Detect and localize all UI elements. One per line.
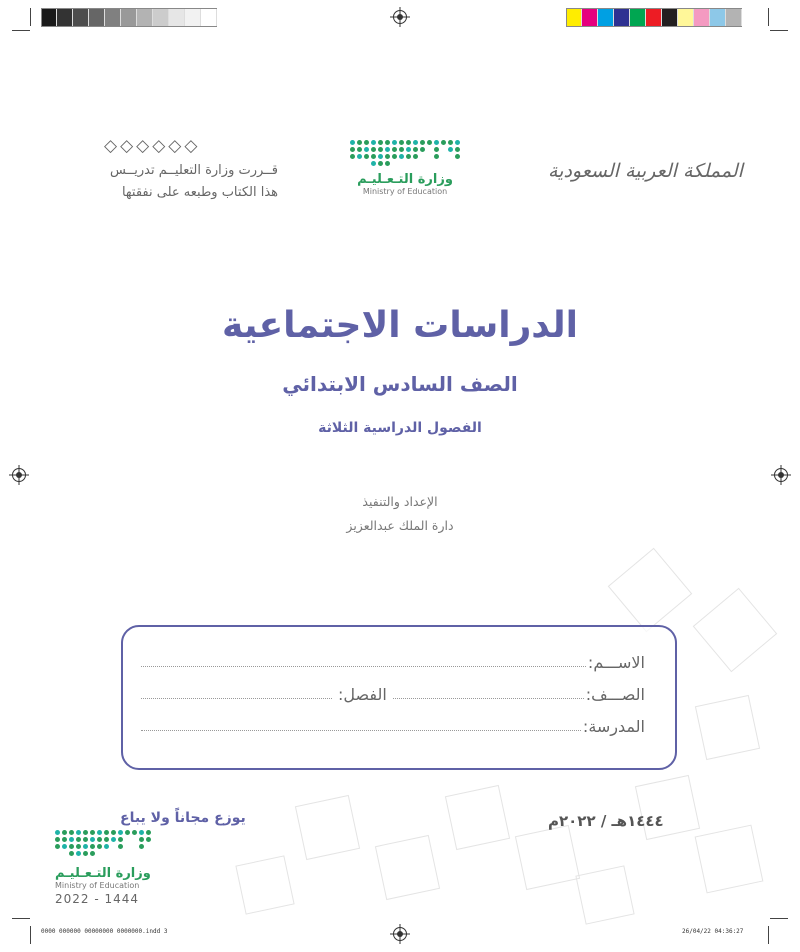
crop-mark <box>770 30 788 31</box>
logo-dot <box>62 837 67 842</box>
registration-mark-icon <box>393 10 407 24</box>
logo-dot <box>90 837 95 842</box>
decorative-square <box>575 865 634 924</box>
logo-dot <box>83 837 88 842</box>
logo-dot <box>146 844 151 849</box>
logo-dot <box>385 161 390 166</box>
print-slug-file: 0000 000000 00000000 0000000.indd 3 <box>41 928 168 935</box>
logo-dot <box>111 851 116 856</box>
crop-mark <box>30 8 31 26</box>
book-grade: الصف السادس الابتدائي <box>282 372 518 396</box>
crop-mark <box>768 926 769 944</box>
logo-dot <box>69 837 74 842</box>
logo-dot <box>83 844 88 849</box>
logo-dot <box>104 844 109 849</box>
registration-mark-icon <box>393 927 407 941</box>
logo-dot <box>146 837 151 842</box>
logo-dot <box>111 830 116 835</box>
logo-dot <box>378 147 383 152</box>
logo-dot <box>448 147 453 152</box>
logo-dot <box>104 851 109 856</box>
logo-dot <box>62 830 67 835</box>
calibration-swatch <box>582 9 598 26</box>
logo-dot <box>427 140 432 145</box>
logo-dot <box>132 844 137 849</box>
crop-mark <box>30 926 31 944</box>
decorative-square <box>295 795 360 860</box>
logo-dot <box>364 147 369 152</box>
logo-dot <box>125 837 130 842</box>
logo-dot <box>350 147 355 152</box>
decorative-square <box>693 588 778 673</box>
logo-dot <box>350 154 355 159</box>
logo-dot <box>97 851 102 856</box>
logo-dot <box>55 837 60 842</box>
logo-dot <box>350 140 355 145</box>
logo-dot <box>357 161 362 166</box>
free-distribution-note: يوزع مجاناً ولا يباع <box>120 810 246 826</box>
logo-dot <box>62 851 67 856</box>
book-title: الدراسات الاجتماعية <box>222 305 578 346</box>
logo-dot <box>448 161 453 166</box>
calibration-swatch <box>678 9 694 26</box>
logo-dot <box>420 140 425 145</box>
decorative-square <box>375 835 440 900</box>
decorative-square <box>445 785 510 850</box>
logo-dot <box>125 844 130 849</box>
logo-dot <box>455 154 460 159</box>
calibration-swatch <box>73 9 89 26</box>
color-calibration-bar <box>566 8 742 27</box>
logo-dot <box>97 837 102 842</box>
logo-dot <box>55 830 60 835</box>
logo-dot <box>441 147 446 152</box>
logo-dot <box>455 147 460 152</box>
logo-dot <box>441 140 446 145</box>
logo-dot <box>413 147 418 152</box>
logo-dot <box>62 844 67 849</box>
logo-dot <box>392 147 397 152</box>
registration-mark-icon <box>12 468 26 482</box>
ministry-name-english: Ministry of Education <box>55 881 140 890</box>
calibration-swatch <box>598 9 614 26</box>
logo-dot <box>448 140 453 145</box>
logo-dot <box>434 147 439 152</box>
logo-dot <box>392 161 397 166</box>
calibration-swatch <box>614 9 630 26</box>
ministry-approval-text <box>110 160 278 204</box>
logo-dot <box>97 830 102 835</box>
logo-dot <box>118 851 123 856</box>
logo-dot <box>427 147 432 152</box>
logo-dot <box>378 140 383 145</box>
logo-dot <box>378 161 383 166</box>
calibration-swatch <box>153 9 169 26</box>
logo-dot <box>441 154 446 159</box>
crop-mark <box>770 918 788 919</box>
calibration-swatch <box>169 9 185 26</box>
logo-dot <box>385 140 390 145</box>
logo-dot <box>350 161 355 166</box>
grade-label: الصـــف: <box>585 685 645 704</box>
preparation-organization: دارة الملك عبدالعزيز <box>346 518 454 533</box>
logo-dot <box>434 140 439 145</box>
school-label: المدرسة: <box>582 717 645 736</box>
logo-dot <box>118 837 123 842</box>
kingdom-calligraphy-logo: المملكة العربية السعودية <box>548 160 743 182</box>
decorative-diamonds: ◇◇◇◇◇◇ <box>104 136 201 156</box>
logo-dot <box>90 851 95 856</box>
preparation-label: الإعداد والتنفيذ <box>362 494 438 509</box>
decorative-square <box>635 775 700 840</box>
calibration-swatch <box>710 9 726 26</box>
calibration-swatch <box>137 9 153 26</box>
logo-dot <box>69 851 74 856</box>
logo-dot <box>420 147 425 152</box>
class-label: الفصل: <box>337 685 387 704</box>
logo-dot <box>357 140 362 145</box>
logo-dot <box>378 154 383 159</box>
logo-dot <box>420 161 425 166</box>
decorative-square <box>695 825 764 894</box>
logo-dot <box>392 140 397 145</box>
name-label: الاســـم: <box>587 653 645 672</box>
logo-dot <box>364 161 369 166</box>
logo-dot <box>413 140 418 145</box>
logo-dot <box>83 830 88 835</box>
calibration-swatch <box>185 9 201 26</box>
logo-dot <box>146 851 151 856</box>
approval-line: هذا الكتاب وطبعه على نفقتها <box>121 185 278 200</box>
logo-dot <box>406 140 411 145</box>
grade-field[interactable] <box>393 697 584 699</box>
ministry-name-english: Ministry of Education <box>362 187 448 196</box>
logo-dot <box>111 844 116 849</box>
class-field[interactable] <box>141 697 332 699</box>
print-slug-timestamp: 26/04/22 04:36:27 <box>682 928 744 935</box>
grayscale-calibration-bar <box>41 8 217 27</box>
logo-dot <box>455 140 460 145</box>
ministry-year: 2022 - 1444 <box>55 892 140 906</box>
logo-dot <box>76 851 81 856</box>
school-field-row <box>139 717 645 736</box>
logo-dot <box>399 147 404 152</box>
logo-dot <box>434 154 439 159</box>
logo-dot <box>399 154 404 159</box>
calibration-swatch <box>121 9 137 26</box>
logo-dot <box>125 851 130 856</box>
student-info-box <box>121 625 677 770</box>
logo-dot <box>413 154 418 159</box>
logo-dot <box>420 154 425 159</box>
logo-dot <box>111 837 116 842</box>
calibration-swatch <box>57 9 73 26</box>
logo-dot <box>146 830 151 835</box>
calibration-swatch <box>89 9 105 26</box>
logo-dot <box>371 140 376 145</box>
logo-dot <box>448 154 453 159</box>
logo-dot <box>406 161 411 166</box>
logo-dot <box>132 851 137 856</box>
crop-mark <box>12 918 30 919</box>
logo-dot <box>76 844 81 849</box>
logo-dot <box>364 154 369 159</box>
logo-dot <box>118 830 123 835</box>
calibration-swatch <box>662 9 678 26</box>
logo-dot <box>55 851 60 856</box>
grade-field-row <box>139 685 645 704</box>
logo-dot <box>427 161 432 166</box>
logo-dot <box>399 161 404 166</box>
logo-dot <box>385 154 390 159</box>
decorative-square <box>515 825 580 890</box>
calibration-swatch <box>630 9 646 26</box>
logo-dot <box>385 147 390 152</box>
logo-dot <box>406 154 411 159</box>
ministry-logo-dots-icon <box>335 140 475 166</box>
logo-dot <box>97 844 102 849</box>
logo-dot <box>83 851 88 856</box>
edition-year: ١٤٤٤هـ / ٢٠٢٢م <box>548 812 664 830</box>
logo-dot <box>139 851 144 856</box>
ministry-name-arabic: وزارة التـعـليـم <box>55 866 151 881</box>
logo-dot <box>455 161 460 166</box>
logo-dot <box>132 830 137 835</box>
logo-dot <box>139 844 144 849</box>
crop-mark <box>768 8 769 26</box>
calibration-swatch <box>726 9 742 26</box>
logo-dot <box>357 147 362 152</box>
logo-dot <box>406 147 411 152</box>
logo-dot <box>118 844 123 849</box>
logo-dot <box>104 837 109 842</box>
logo-dot <box>371 147 376 152</box>
calibration-swatch <box>646 9 662 26</box>
decorative-square <box>608 548 693 633</box>
logo-dot <box>371 154 376 159</box>
calibration-swatch <box>201 9 217 26</box>
logo-dot <box>76 837 81 842</box>
logo-dot <box>364 140 369 145</box>
name-field-row <box>139 653 645 672</box>
calibration-swatch <box>566 9 582 26</box>
logo-dot <box>399 140 404 145</box>
logo-dot <box>357 154 362 159</box>
logo-dot <box>132 837 137 842</box>
logo-dot <box>434 161 439 166</box>
ministry-logo-dots-icon <box>55 830 151 856</box>
registration-mark-icon <box>774 468 788 482</box>
logo-dot <box>69 830 74 835</box>
decorative-square <box>695 695 760 760</box>
calibration-swatch <box>694 9 710 26</box>
calibration-swatch <box>41 9 57 26</box>
book-terms: الفصول الدراسية الثلاثة <box>318 420 482 436</box>
decorative-square <box>235 855 294 914</box>
name-field[interactable] <box>141 665 586 667</box>
logo-dot <box>125 830 130 835</box>
logo-dot <box>371 161 376 166</box>
logo-dot <box>104 830 109 835</box>
logo-dot <box>76 830 81 835</box>
logo-dot <box>139 830 144 835</box>
logo-dot <box>69 844 74 849</box>
logo-dot <box>441 161 446 166</box>
logo-dot <box>413 161 418 166</box>
logo-dot <box>427 154 432 159</box>
school-field[interactable] <box>141 729 581 731</box>
approval-line: قــررت وزارة التعليــم تدريــس <box>110 163 278 178</box>
calibration-swatch <box>105 9 121 26</box>
logo-dot <box>90 844 95 849</box>
logo-dot <box>55 844 60 849</box>
logo-dot <box>392 154 397 159</box>
crop-mark <box>12 30 30 31</box>
ministry-name-arabic: وزارة التـعـليـم <box>357 172 453 187</box>
logo-dot <box>139 837 144 842</box>
ministry-of-education-logo <box>335 140 475 196</box>
logo-dot <box>90 830 95 835</box>
ministry-footer-logo <box>55 830 151 906</box>
